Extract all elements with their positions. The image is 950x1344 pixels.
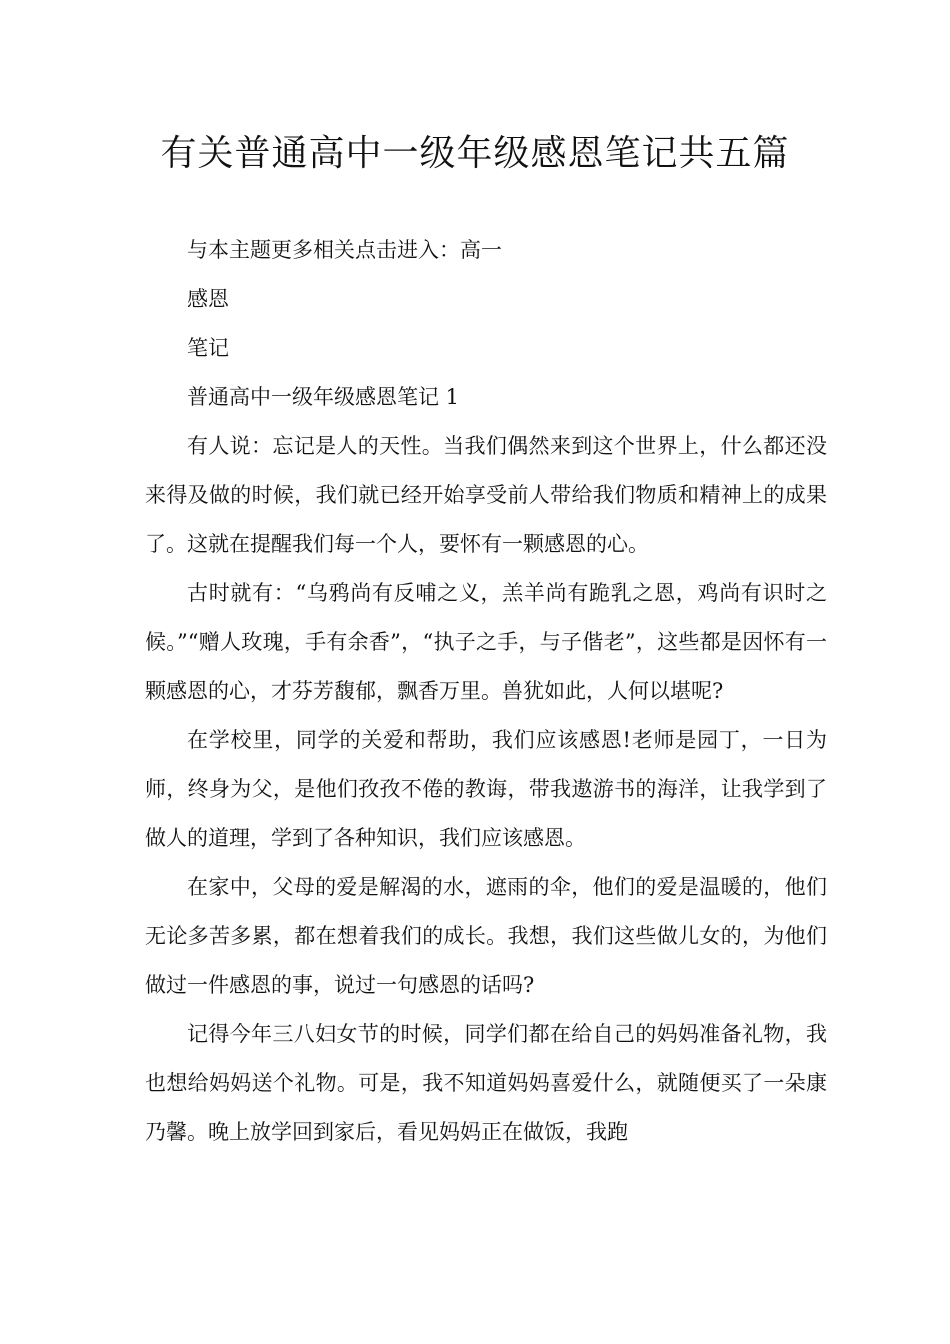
body-paragraph: 古时就有：“乌鸦尚有反哺之义，羔羊尚有跪乳之恩，鸡尚有识时之候。”“赠人玫瑰，手有余香”，“执子之手，与子偕老”，这些都是因怀有一颗感恩的心，才芬芳馥郁，飘香万里。兽犹如此，人何以堪呢? — [145, 581, 827, 703]
body-paragraph: 在学校里，同学的关爱和帮助，我们应该感恩!老师是园丁，一日为师，终身为父，是他们孜孜不倦的教诲，带我遨游书的海洋，让我学到了做人的道理，学到了各种知识，我们应该感恩。 — [145, 728, 827, 850]
section-heading: 普通高中一级年级感恩笔记 1 — [187, 385, 460, 409]
body-paragraph: 有人说：忘记是人的天性。当我们偶然来到这个世界上，什么都还没来得及做的时候，我们就已经开始享受前人带给我们物质和精神上的成果了。这就在提醒我们每一个人，要怀有一颗感恩的心。 — [145, 434, 827, 556]
topic-tag-gratitude: 感恩 — [187, 287, 229, 311]
topic-tag-notes: 笔记 — [187, 336, 229, 360]
body-paragraph: 记得今年三八妇女节的时候，同学们都在给自己的妈妈准备礼物，我也想给妈妈送个礼物。可是，我不知道妈妈喜爱什么，就随便买了一朵康乃馨。晚上放学回到家后，看见妈妈正在做饭，我跑 — [145, 1022, 827, 1144]
body-paragraph: 在家中，父母的爱是解渴的水，遮雨的伞，他们的爱是温暖的，他们无论多苦多累，都在想着我们的成长。我想，我们这些做儿女的，为他们做过一件感恩的事，说过一句感恩的话吗? — [145, 875, 827, 997]
document-title: 有关普通高中一级年级感恩笔记共五篇 — [160, 133, 790, 174]
related-topics-line: 与本主题更多相关点击进入：高一 — [187, 238, 502, 262]
document-body — [145, 226, 827, 1157]
